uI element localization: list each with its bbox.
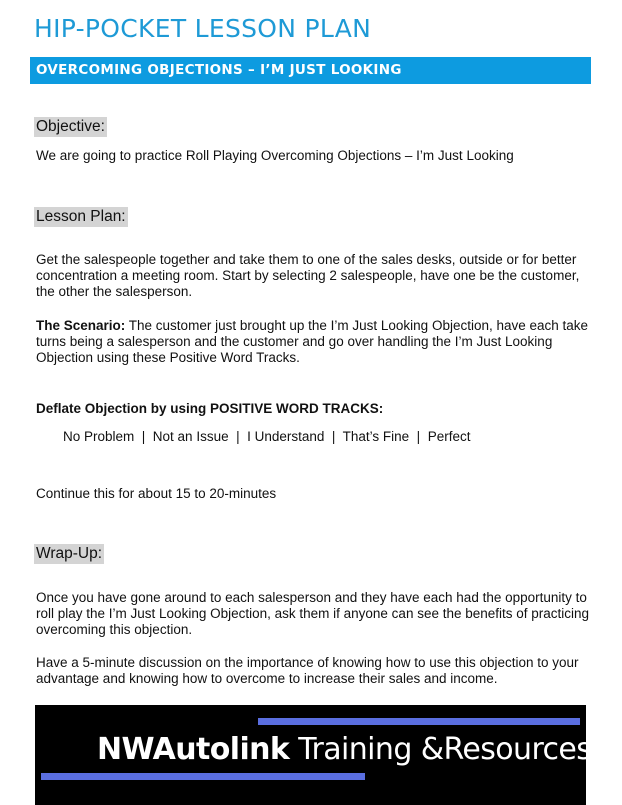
word-tracks: No Problem | Not an Issue | I Understand | That’s Fine | Perfect bbox=[63, 429, 471, 444]
scenario-text: The customer just brought up the I’m Just Looking Objection, have each take turns being a salesperson and the customer and go over handling the I’m Just Looking Objection using these Positive Word Tracks. bbox=[36, 318, 589, 365]
brand-name: NWAutolink bbox=[97, 732, 290, 767]
stripe-bottom bbox=[41, 773, 365, 780]
duration-text: Continue this for about 15 to 20-minutes bbox=[36, 486, 277, 501]
scenario-label: The Scenario: bbox=[36, 318, 126, 333]
document-title: HIP-POCKET LESSON PLAN bbox=[34, 14, 372, 43]
wrap-up-text-2: Have a 5-minute discussion on the importance of knowing how to use this objection to your advantage and knowing how to overcome to increase their sales and income. bbox=[36, 655, 579, 686]
wrap-up-text-1: Once you have gone around to each salesperson and they have each had the opportunity to roll play the I’m Just Looking Objection, ask them if anyone can see the benefits of practicing overcoming this objection. bbox=[36, 590, 590, 637]
deflate-heading: Deflate Objection by using POSITIVE WORD TRACKS: bbox=[36, 401, 384, 416]
brand-logo-text bbox=[97, 730, 591, 770]
stripe-top bbox=[258, 718, 580, 725]
wrap-up-heading: Wrap-Up: bbox=[36, 545, 103, 562]
brand-tagline: Training &Resources bbox=[289, 732, 592, 767]
scenario-paragraph bbox=[36, 318, 596, 366]
footer-logo-banner bbox=[35, 705, 592, 805]
objective-heading: Objective: bbox=[36, 118, 105, 135]
objective-text: We are going to practice Roll Playing Overcoming Objections – I’m Just Looking bbox=[36, 148, 514, 163]
lesson-plan-heading: Lesson Plan: bbox=[36, 208, 126, 225]
lesson-plan-intro: Get the salespeople together and take them to one of the sales desks, outside or for better concentration a meeting room. Start by selecting 2 salespeople, have one be the customer, the other the salesperson. bbox=[36, 252, 580, 299]
section-banner: OVERCOMING OBJECTIONS – I’M JUST LOOKING bbox=[30, 57, 591, 84]
